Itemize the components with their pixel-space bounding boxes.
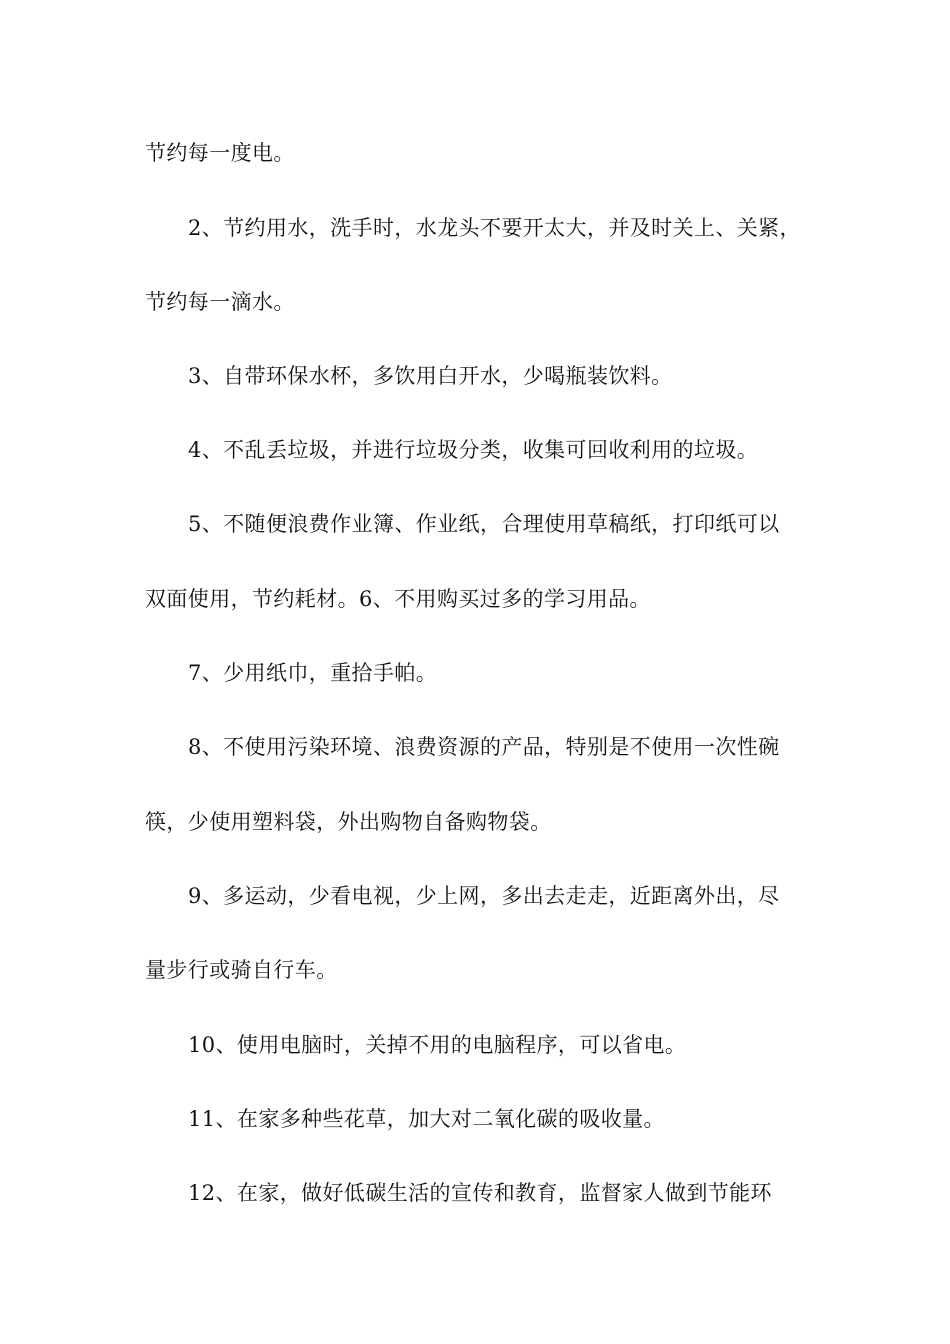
text-line: 12、在家，做好低碳生活的宣传和教育，监督家人做到节能环 [188, 1181, 772, 1205]
text-line: 11、在家多种些花草，加大对二氧化碳的吸收量。 [188, 1107, 665, 1131]
text-line: 节约每一滴水。 [145, 290, 295, 314]
text-line: 3、自带环保水杯，多饮用白开水，少喝瓶装饮料。 [188, 364, 673, 388]
text-line: 8、不使用污染环境、浪费资源的产品，特别是不使用一次性碗 [188, 735, 780, 759]
text-line: 节约每一度电。 [145, 141, 295, 165]
text-line: 2、节约用水，洗手时，水龙头不要开太大，并及时关上、关紧， [188, 216, 801, 240]
text-line: 5、不随便浪费作业簿、作业纸，合理使用草稿纸，打印纸可以 [188, 512, 780, 536]
text-line: 10、使用电脑时，关掉不用的电脑程序，可以省电。 [188, 1033, 687, 1057]
text-line: 量步行或骑自行车。 [145, 958, 338, 982]
text-line: 9、多运动，少看电视，少上网，多出去走走，近距离外出，尽 [188, 884, 780, 908]
text-line: 4、不乱丢垃圾，并进行垃圾分类，收集可回收利用的垃圾。 [188, 438, 759, 462]
text-line: 7、少用纸巾，重拾手帕。 [188, 661, 438, 685]
text-line: 双面使用，节约耗材。6、不用购买过多的学习用品。 [145, 587, 651, 611]
text-line: 筷，少使用塑料袋，外出购物自备购物袋。 [145, 810, 552, 834]
